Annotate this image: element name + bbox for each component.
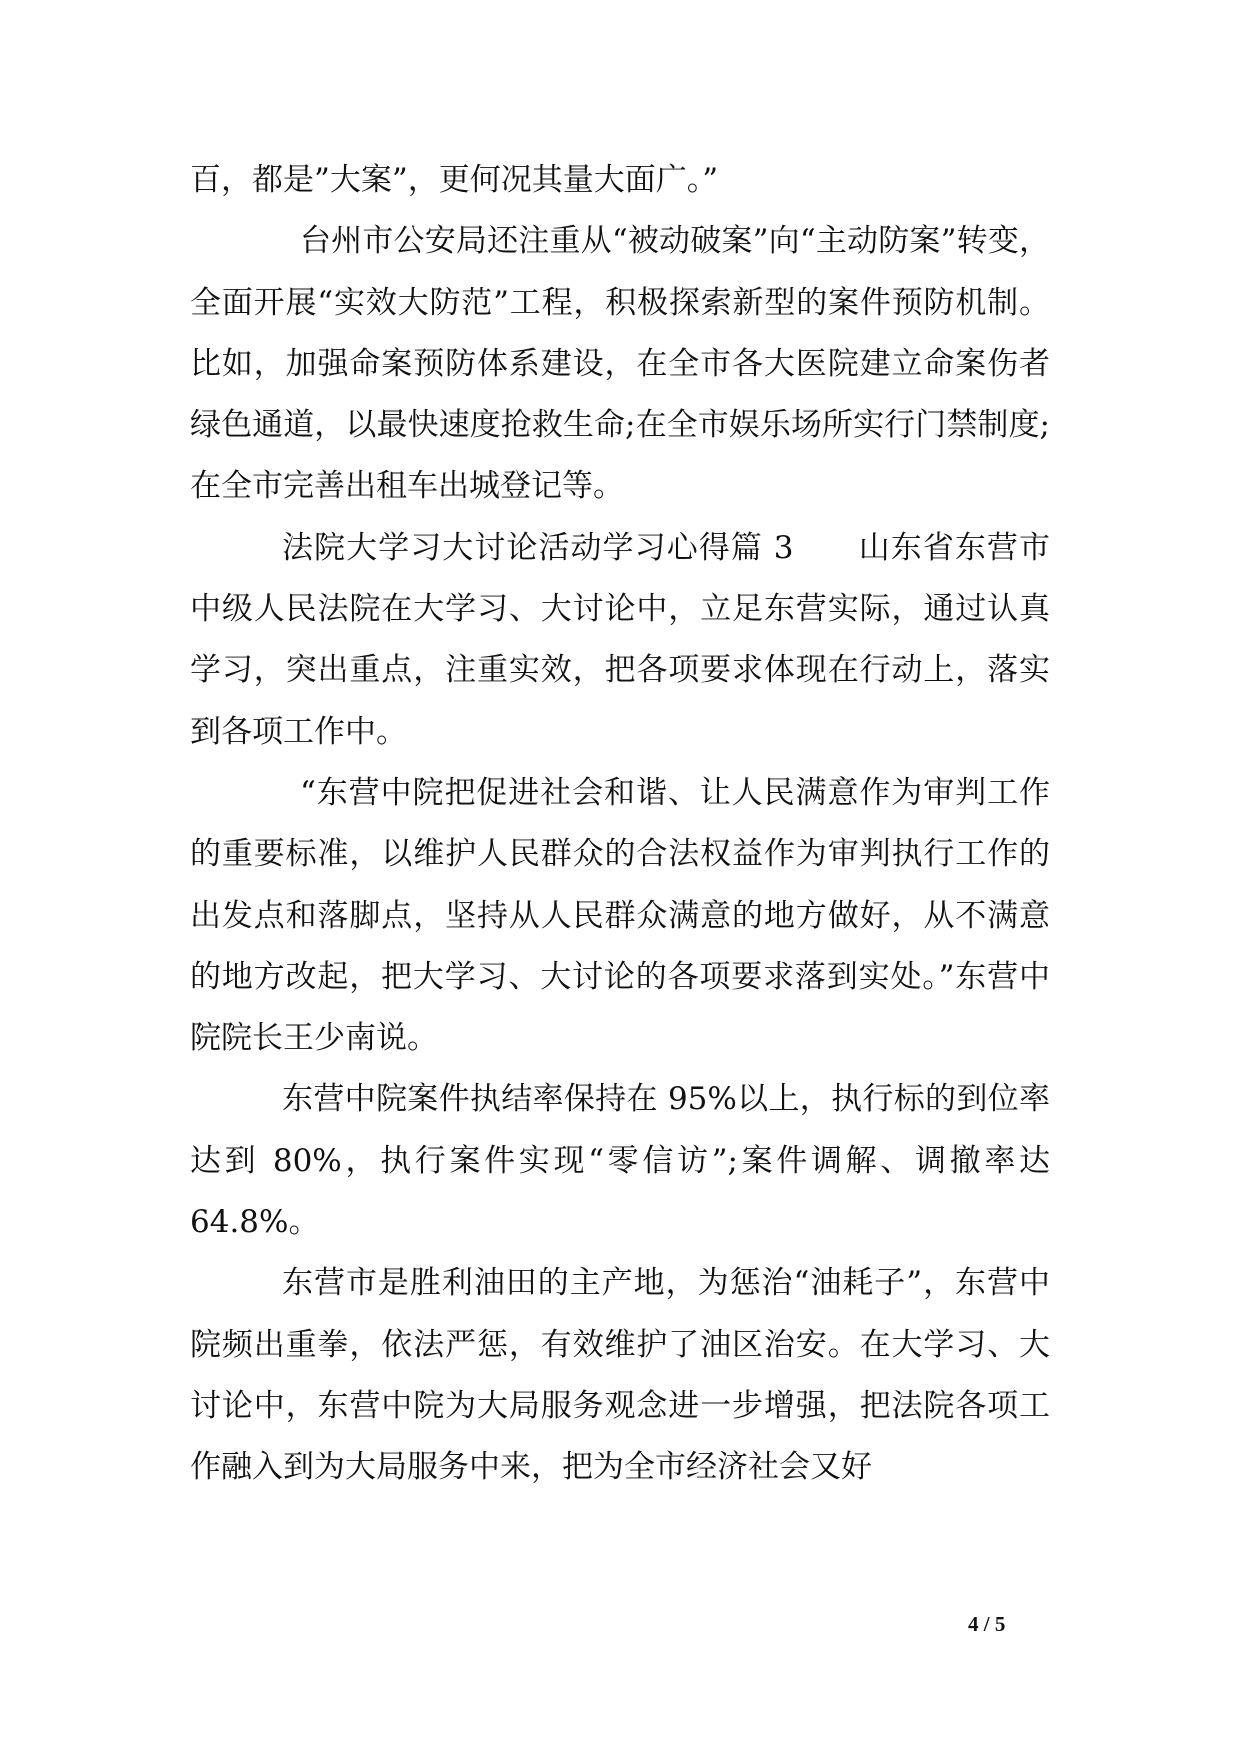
paragraph-statistics: 东营中院案件执结率保持在 95%以上，执行标的到位率达到 80%，执行案件实现“零信访”;案件调解、调撤率达 64.8%。 xyxy=(190,1081,1050,1241)
paragraph-president-quote: “东营中院把促进社会和谐、让人民满意作为审判工作的重要标准，以维护人民群众的合法权益作为审判执行工作的出发点和落脚点，坚持从人民群众满意的地方做好，从不满意的地方改起，把大学习、大讨论的各项要求落到实处。”东营中院院长王少南说。 xyxy=(190,774,1050,1057)
paragraph-taizhou-prevention: 台州市公安局还注重从“被动破案”向“主动防案”转变，全面开展“实效大防范”工程，积极探索新型的案件预防机制。比如，加强命案预防体系建设，在全市各大医院建立命案伤者绿色通道，以最快速度抢救生命;在全市娱乐场所实行门禁制度;在全市完善出租车出城登记等。 xyxy=(190,223,1050,505)
document-body xyxy=(190,150,1050,1499)
page-number: 4 / 5 xyxy=(968,1612,1006,1636)
paragraph-section-3-intro: 法院大学习大讨论活动学习心得篇 3 山东省东营市中级人民法院在大学习、大讨论中，立足东营实际，通过认真学习，突出重点，注重实效，把各项要求体现在行动上，落实到各项工作中。 xyxy=(190,529,1050,750)
paragraph-oilfield: 东营市是胜利油田的主产地，为惩治“油耗子”，东营中院频出重拳，依法严惩，有效维护了油区治安。在大学习、大讨论中，东营中院为大局服务观念进一步增强，把法院各项工作融入到为大局服务中来，把为全市经济社会又好 xyxy=(190,1265,1050,1486)
paragraph-continuation: 百，都是”大案”，更何况其量大面广。” xyxy=(190,162,719,198)
